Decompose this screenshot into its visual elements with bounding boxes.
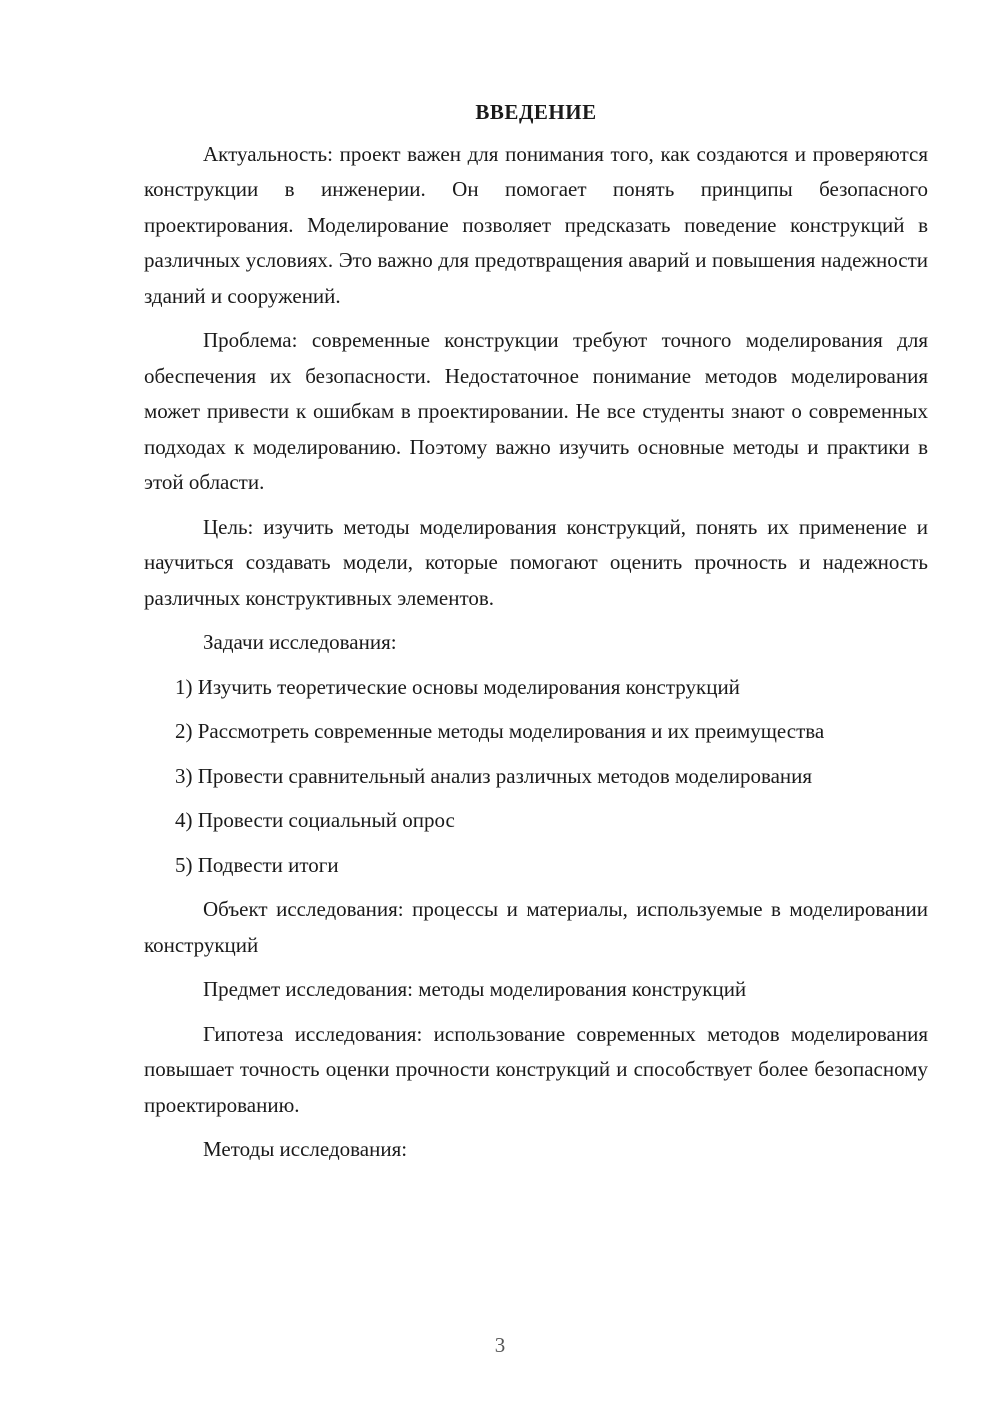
tasks-heading: Задачи исследования: [203, 630, 397, 654]
document-page [144, 95, 928, 1177]
task-item-4: 4) Провести социальный опрос [175, 808, 455, 832]
goal-paragraph: Цель: изучить методы моделирования конструкций, понять их применение и научиться создавать модели, которые помогают оценить прочность и надежность различных конструктивных элементов. [144, 514, 928, 610]
subject-paragraph: Предмет исследования: методы моделирования конструкций [203, 977, 747, 1001]
page-number: 3 [494, 1333, 506, 1357]
task-item-5: 5) Подвести итоги [175, 852, 339, 877]
task-item-2: 2) Рассмотреть современные методы моделирования и их преимущества [175, 719, 825, 743]
hypothesis-paragraph: Гипотеза исследования: использование современных методов моделирования повышает точность оценки прочности конструкций и способствует более безопасному проектированию. [144, 1021, 928, 1117]
methods-heading: Методы исследования: [203, 1137, 408, 1161]
relevance-paragraph: Актуальность: проект важен для понимания того, как создаются и проверяются конструкции в инженерии. Он помогает понять принципы безопасного проектирования. Моделирование позволяет предсказать поведение конструкций в различных условиях. Это важно для предотвращения аварий и повышения надежности зданий и сооружений. [144, 141, 928, 308]
object-paragraph: Объект исследования: процессы и материалы, используемые в моделировании конструкций [144, 897, 928, 957]
task-item-3: 3) Провести сравнительный анализ различных методов моделирования [175, 763, 813, 788]
problem-paragraph: Проблема: современные конструкции требуют точного моделирования для обеспечения их безопасности. Недостаточное понимание методов моделирования может привести к ошибкам в проектировании. Не все студенты знают о современных подходах к моделированию. Поэтому важно изучить основные методы и практики в этой области. [144, 328, 928, 494]
section-title: ВВЕДЕНИЕ [475, 100, 597, 124]
task-item-1: 1) Изучить теоретические основы моделирования конструкций [175, 674, 740, 699]
